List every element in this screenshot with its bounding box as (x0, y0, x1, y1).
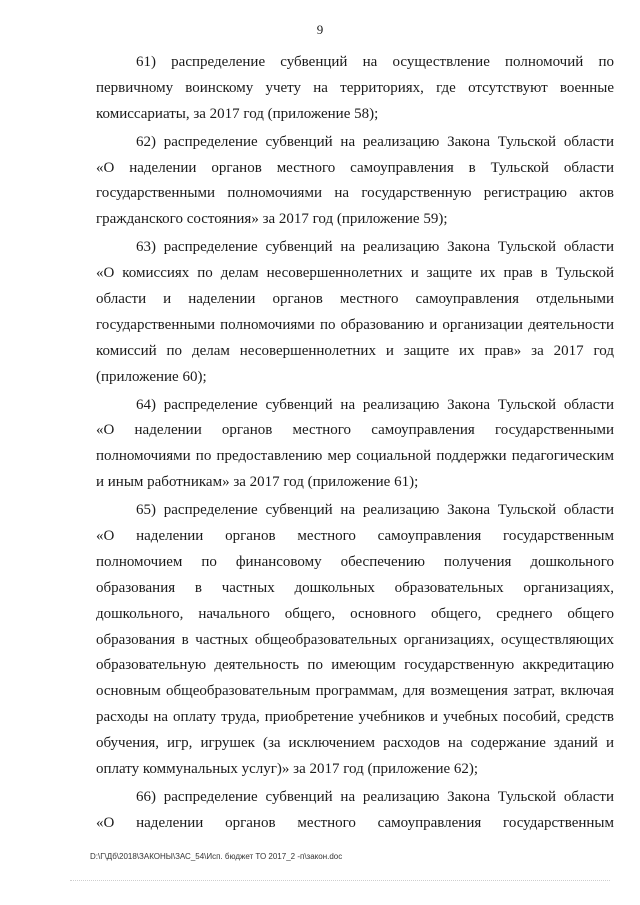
text-line: комиссий по делам несовершеннолетних и защите их прав» за 2017 год (96, 342, 614, 359)
text-line: государственными полномочиями по образованию и организации деятельности (96, 316, 614, 333)
text-line: 64) распределение субвенций на реализацию Закона Тульской области (136, 396, 614, 413)
paragraph-63 (96, 235, 614, 390)
text-line: обучения, игр, игрушек (за исключением расходов на содержание зданий и (96, 735, 614, 752)
paragraph-65 (96, 498, 614, 783)
text-line: «О наделении органов местного самоуправления государственным (96, 528, 614, 545)
page-number: 9 (316, 22, 324, 37)
text-line: образования в частных общеобразовательных организациях, осуществляющих (96, 631, 614, 648)
file-path-footer: D:\Г\Дб\2018\ЗАКОНЫ\ЗАС_54\Исп. бюджет ТО 2017_2 -п\закон.doc (90, 852, 343, 861)
text-line: 65) распределение субвенций на реализацию Закона Тульской области (136, 502, 614, 519)
text-line: полномочиями по предоставлению мер социальной поддержки педагогическим (96, 448, 614, 465)
text-line: полномочием по финансовому обеспечению получения дошкольного (96, 553, 614, 570)
text-line: и иным работникам» за 2017 год (приложение 61); (96, 474, 419, 491)
text-line: дошкольного, начального общего, основного общего, среднего общего (96, 605, 614, 622)
text-line: образования в частных дошкольных образовательных организациях, (96, 579, 614, 596)
text-line: первичному воинскому учету на территориях, где отсутствуют военные (96, 79, 614, 96)
text-line: основным общеобразовательным программам, для возмещения затрат, включая (96, 683, 614, 700)
text-line: оплату коммунальных услуг)» за 2017 год (приложение 62); (96, 761, 479, 778)
text-line: «О наделении органов местного самоуправления государственным (96, 814, 614, 831)
text-line: 62) распределение субвенций на реализацию Закона Тульской области (136, 133, 614, 150)
paragraph-64 (96, 393, 614, 497)
scan-artifact-line (70, 880, 610, 881)
text-line: 66) распределение субвенций на реализацию Закона Тульской области (136, 788, 614, 805)
text-line: «О комиссиях по делам несовершеннолетних и защите их прав в Тульской (96, 265, 614, 282)
text-line: государственными полномочиями на государственную регистрацию актов (96, 185, 614, 202)
text-line: гражданского состояния» за 2017 год (приложение 59); (96, 211, 448, 228)
paragraph-62 (96, 130, 614, 234)
text-line: 61) распределение субвенций на осуществление полномочий по (136, 54, 614, 70)
document-body (96, 50, 614, 839)
text-line: (приложение 60); (96, 368, 207, 385)
text-line: «О наделении органов местного самоуправления в Тульской области (96, 159, 614, 176)
paragraph-61 (96, 50, 614, 128)
text-line: 63) распределение субвенций на реализацию Закона Тульской области (136, 239, 614, 256)
text-line: расходы на оплату труда, приобретение учебников и учебных пособий, средств (96, 709, 614, 726)
text-line: «О наделении органов местного самоуправления государственными (96, 422, 614, 439)
paragraph-66 (96, 785, 614, 837)
text-line: комиссариаты, за 2017 год (приложение 58); (96, 105, 379, 122)
text-line: области и наделении органов местного самоуправления отдельными (96, 291, 614, 308)
text-line: образовательную деятельность по имеющим государственную аккредитацию (96, 657, 614, 674)
